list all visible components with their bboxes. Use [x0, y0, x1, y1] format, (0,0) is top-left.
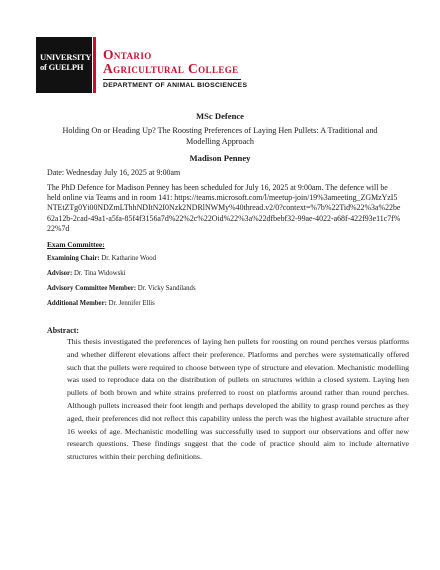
committee-row: [47, 300, 155, 307]
defence-intro: [47, 183, 402, 234]
committee-role: Examining Chair:: [47, 255, 100, 262]
committee-row: [47, 285, 196, 292]
committee-heading: Exam Committee:: [47, 240, 105, 249]
logo-line-1: UNIVERSITY: [40, 52, 92, 62]
department-name: DEPARTMENT OF ANIMAL BIOSCIENCES: [103, 82, 248, 89]
candidate-name: Madison Penney: [189, 153, 251, 163]
committee-member: Dr. Katharine Wood: [101, 255, 157, 262]
department-rule: [103, 79, 241, 80]
logo-divider: [93, 37, 96, 93]
college-line-1: Ontario: [103, 47, 152, 62]
abstract-body: This thesis investigated the preferences of laying hen pullets for roosting on round perches versus platforms and whether different elevations affect their preference. Platforms and perches were systematically offered such that the pullets were required to choose between type of structure and elevation. Mechanistic modelling was used to reproduce data on the distribution of pullets on structures within a closed system. Laying hen pullets of both brown and white strains preferred to roost on platforms around rather than round perches. Although pullets increased their foot length and perhaps developed the ability to grasp round perches as they aged, their preferences did not reflect this capability unless the perch was the highest available structure after 16 weeks of age. Mechanistic modelling was successfully used to support our observations and offer new research questions. These findings suggest that the code of practice should aim to include alternative structures within their perching definitions.: [67, 337, 409, 462]
defence-date: Date: Wednesday July 16, 2025 at 9:00am: [47, 168, 181, 177]
committee-member: Dr. Vicky Sandilands: [137, 285, 196, 292]
teams-meeting-link[interactable]: https://teams.microsoft.com/l/meetup-join/19%3ameeting_ZGMzYzI5NTEtZTg0Yi00NDZmLThhNDItN2I0Nzk2NDRlNWMy%40thread.v2/0?context=%7b%22Tid%22%3a%22be62a12b-2cad-49a1-a5fa-85f4f3156a7d%22%2c%22Oid%22%3a%22dfbebf32-99ae-4022-a68f-422f93e11c7f%22%7d: [47, 193, 401, 233]
document-title: MSc Defence: [196, 111, 244, 121]
college-name: [103, 48, 239, 76]
committee-member: Dr. Jennifer Ellis: [108, 300, 155, 307]
abstract-heading: Abstract:: [47, 326, 79, 335]
university-logo: [36, 37, 92, 93]
committee-role: Advisory Committee Member:: [47, 285, 137, 292]
college-line-2: Agricultural College: [103, 61, 239, 77]
committee-row: [47, 255, 156, 262]
logo-line-2: of GUELPH: [40, 62, 84, 72]
committee-member: Dr. Tina Widowski: [74, 270, 126, 277]
committee-row: [47, 270, 126, 277]
committee-role: Additional Member:: [47, 300, 107, 307]
committee-role: Advisor:: [47, 270, 73, 277]
thesis-title: Holding On or Heading Up? The Roosting Preferences of Laying Hen Pullets: A Traditional and Modelling Approach: [62, 126, 378, 146]
intro-text: The PhD Defence for Madison Penney has been scheduled for July 16, 2025 at 9:00am. The defence will be held online via Teams and in room 141:: [47, 183, 388, 203]
